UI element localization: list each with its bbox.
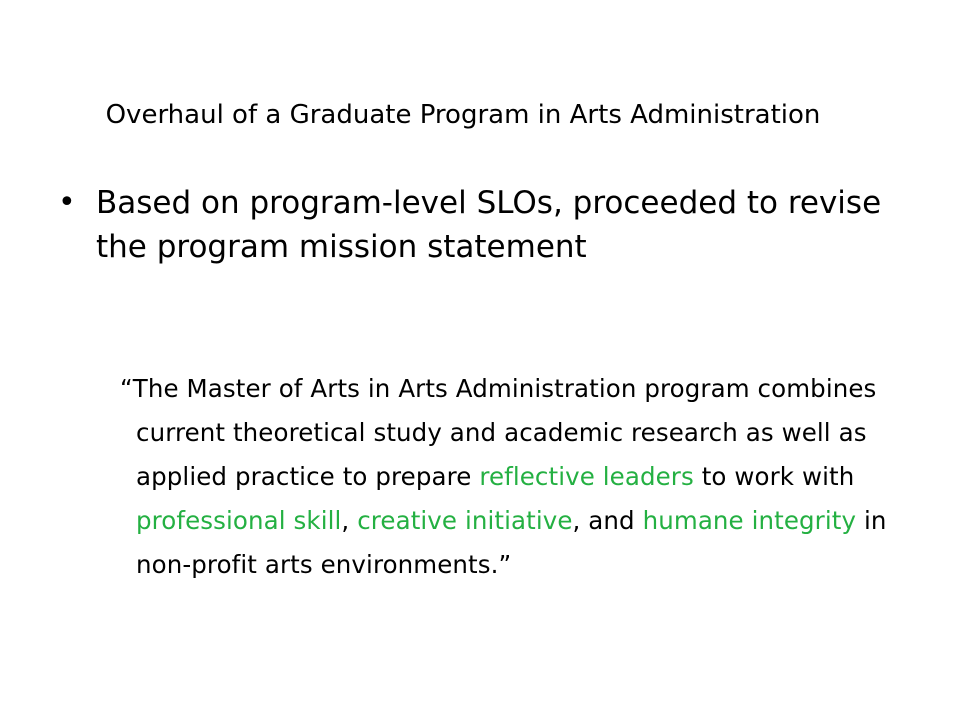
highlight-creative-initiative: creative initiative (357, 505, 573, 535)
highlight-professional-skill: professional skill (136, 505, 342, 535)
slide-title: Overhaul of a Graduate Program in Arts Administration (105, 100, 821, 130)
quote-segment: to work with (693, 461, 855, 491)
bullet-text: Based on program-level SLOs, proceeded to revise the program mission statement (96, 185, 882, 265)
quote-segment: , (341, 505, 358, 535)
bullet-icon: • (58, 185, 76, 220)
highlight-reflective-leaders: reflective leaders (479, 461, 694, 491)
mission-statement-quote (120, 367, 914, 587)
quote-segment: “The Master of Arts in Arts Administration program combines current theoretical study and academic research as well as applied practice to prepare (120, 373, 877, 491)
highlight-humane-integrity: humane integrity (642, 505, 857, 535)
quote-segment: , and (572, 505, 643, 535)
quote-segment: in non-profit arts environments.” (136, 505, 887, 579)
